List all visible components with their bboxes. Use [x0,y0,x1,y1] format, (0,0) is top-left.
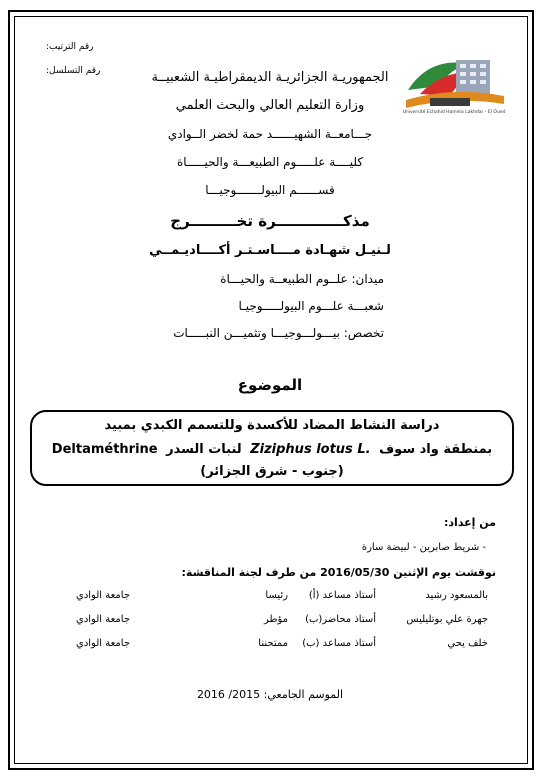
jury-role: رئيسا [265,590,288,601]
serial-label: رقم التسلسل: [46,66,101,76]
jury-name: خلف يحي [447,638,488,649]
jury-grade: أستاذ محاضر(ب) [305,614,376,625]
jury-role: ممتحننا [258,638,288,649]
jury-row [40,614,488,630]
branch-field: شعبـــة علـــوم البيولـــــوجيـا [238,299,384,313]
faculty-title: كليــــة علـــــوم الطبيعـــة والحيـــــاة [176,155,364,169]
republic-title: الجمهوريـة الجزائريـة الديمقراطيـة الشعبيــة [151,70,389,85]
domain-field: ميدان: علــوم الطبيعــة والحيـــاة [220,272,384,286]
rank-label: رقم الترتيب: [46,42,94,52]
prepared-names: - شريط صابرين - لبيضة سارة [361,542,486,553]
jury-institution: جامعة الوادي [76,614,130,625]
academic-season: الموسم الجامعي: 2015/ 2016 [196,688,344,701]
jury-row [40,638,488,654]
subject-mid: لنبات السدر [166,442,242,457]
logo-caption: Université Echahid Hamma Lakhdar - El Oued [402,110,506,115]
ministry-title: وزارة التعليم العالي والبحث العلمي [175,98,365,113]
subject-pesticide: Deltaméthrine [51,442,158,457]
subject-line-2 [32,442,512,457]
jury-institution: جامعة الوادي [76,590,130,601]
subject-heading: الموضوع [237,376,303,394]
thesis-title: مذكـــــــــــــرة تخـــــــــرج [170,212,370,230]
jury-grade: أستاذ مساعد (أ) [308,590,376,601]
subject-line-3: (جنوب - شرق الجزائر) [200,464,344,479]
subject-latin-name: Ziziphus lotus L. [250,442,371,457]
subject-line-1: دراسة النشاط المضاد للأكسدة وللتسمم الكبدي بمبيد [104,418,440,433]
jury-name: بالمسعود رشيد [425,590,488,601]
jury-row [40,590,488,606]
subject-post: بمنطقة واد سوف [379,442,493,457]
jury-grade: أستاذ مساعد (ب) [302,638,376,649]
prepared-label: من إعداد: [444,516,496,529]
specialty-field: تخصص: بيـــولـــوجيـــا وتثميـــن النبـــــات [173,326,384,340]
department-title: قســــــم البيولـــــــوجيـــا [205,183,335,197]
defense-label: نوقشت يوم الإثنين 2016/05/30 من طرف لجنة المناقشة: [181,566,496,579]
degree-title: لـنيـل شهـادة مــــاسـتـر أكــــاديـمــي [149,243,391,258]
jury-name: جهرة علي بوتليليس [406,614,488,625]
jury-institution: جامعة الوادي [76,638,130,649]
jury-role: مؤطر [264,614,288,625]
university-title: جـــامعــة الشهيــــــد حمة لخضر الــوادي [167,127,373,141]
